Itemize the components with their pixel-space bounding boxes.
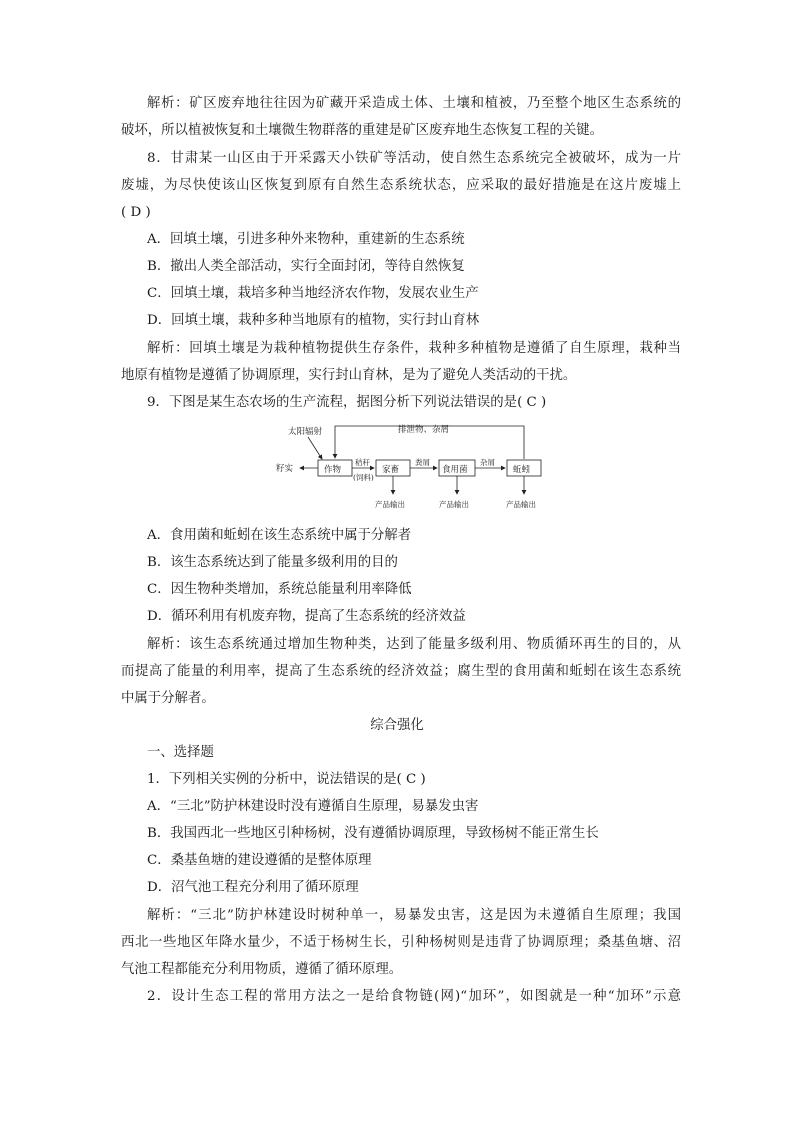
output-label-3: 产品输出 xyxy=(506,500,536,509)
analysis-7-line-2: 破坏，所以植被恢复和土壤微生物群落的重建是矿区废弃地生态恢复工程的关键。 xyxy=(121,123,604,138)
livestock-label: 家畜 xyxy=(382,465,400,475)
analysis-1-line-2: 西北一些地区年降水量少，不适于杨树生长，引种杨树则是违背了协调原理；桑基鱼塘、沼 xyxy=(121,935,681,950)
question-8-option-b: B．撤出人类全部活动，实行全面封闭，等待自然恢复 xyxy=(147,259,465,274)
question-8-answer: ( D ) xyxy=(121,205,151,220)
fungus-label: 食用菌 xyxy=(442,465,468,475)
analysis-8-line-2: 地原有植物是遵循了协调原理，实行封山育林，是为了避免人类活动的干扰。 xyxy=(121,368,577,383)
feed-label: (饲料) xyxy=(353,473,374,482)
question-1-option-a: A．“三北”防护林建设时没有遵循自生原理，易暴发虫害 xyxy=(147,799,479,814)
analysis-9-line-2: 而提高了能量的利用率，提高了生态系统的经济效益；腐生型的食用菌和蚯蚓在该生态系统 xyxy=(121,664,681,679)
question-8-line-1: 8．甘肃某一山区由于开采露天小铁矿等活动，使自然生态系统完全被破坏，成为一片 xyxy=(147,151,681,166)
feedback-label: 排泄物、杂屑 xyxy=(398,425,450,435)
question-8-line-2: 废墟，为尽快使该山区恢复到原有自然生态系统状态，应采取的最好措施是在这片废墟上 xyxy=(121,178,681,193)
sun-label: 太阳辐射 xyxy=(288,427,323,437)
output-label-2: 产品输出 xyxy=(439,500,469,509)
analysis-9-line-1: 解析：该生态系统通过增加生物种类，达到了能量多级利用、物质循环再生的目的，从 xyxy=(147,637,681,652)
eco-farm-flow-diagram xyxy=(270,421,550,513)
question-9-option-a: A．食用菌和蚯蚓在该生态系统中属于分解者 xyxy=(147,528,412,543)
question-9-option-d: D．循环利用有机废弃物，提高了生态系统的经济效益 xyxy=(147,609,466,624)
question-1-option-b: B．我国西北一些地区引种杨树，没有遵循协调原理，导致杨树不能正常生长 xyxy=(147,826,599,841)
question-8-option-c: C．回填土壤，栽培多种当地经济农作物，发展农业生产 xyxy=(147,286,479,301)
straw-label: 秸秆 xyxy=(355,458,370,467)
question-1-stem: 1．下列相关实例的分析中，说法错误的是( C ) xyxy=(147,772,426,787)
question-9-option-b: B．该生态系统达到了能量多级利用的目的 xyxy=(147,555,398,570)
sun-arrow xyxy=(308,437,322,459)
analysis-8-line-1: 解析：回填土壤是为栽种植物提供生存条件，栽种多种植物是遵循了自生原理，栽种当 xyxy=(147,341,681,356)
question-8-option-d: D．回填土壤，栽种多种当地原有的植物，实行封山育林 xyxy=(147,313,480,328)
seed-label: 籽实 xyxy=(276,464,294,474)
subsection-heading: 一、选择题 xyxy=(147,745,214,760)
section-heading: 综合强化 xyxy=(370,718,424,733)
analysis-1-line-1: 解析：“三北”防护林建设时树种单一，易暴发虫害，这是因为未遵循自生原理；我国 xyxy=(147,908,681,923)
analysis-9-line-3: 中属于分解者。 xyxy=(121,691,215,706)
analysis-1-line-3: 气池工程都能充分利用物质，遵循了循环原理。 xyxy=(121,962,403,977)
analysis-7-line-1: 解析：矿区废弃地往往因为矿藏开采造成土体、土壤和植被，乃至整个地区生态系统的 xyxy=(147,96,681,111)
debris-label: 杂屑 xyxy=(480,458,495,467)
question-9-stem: 9．下图是某生态农场的生产流程，据图分析下列说法错误的是( C ) xyxy=(147,395,547,410)
manure-label: 粪屑 xyxy=(415,458,430,467)
output-label-1: 产品输出 xyxy=(375,500,405,509)
question-2-stem: 2．设计生态工程的常用方法之一是给食物链(网)“加环”，如图就是一种“加环”示意 xyxy=(147,989,681,1004)
crop-label: 作物 xyxy=(324,465,342,475)
question-9-option-c: C．因生物种类增加，系统总能量利用率降低 xyxy=(147,582,412,597)
question-1-option-c: C．桑基鱼塘的建设遵循的是整体原理 xyxy=(147,853,372,868)
question-1-option-d: D．沼气池工程充分利用了循环原理 xyxy=(147,880,359,895)
question-8-option-a: A．回填土壤，引进多种外来物种，重建新的生态系统 xyxy=(147,232,465,247)
earthworm-label: 蚯蚓 xyxy=(513,465,531,475)
